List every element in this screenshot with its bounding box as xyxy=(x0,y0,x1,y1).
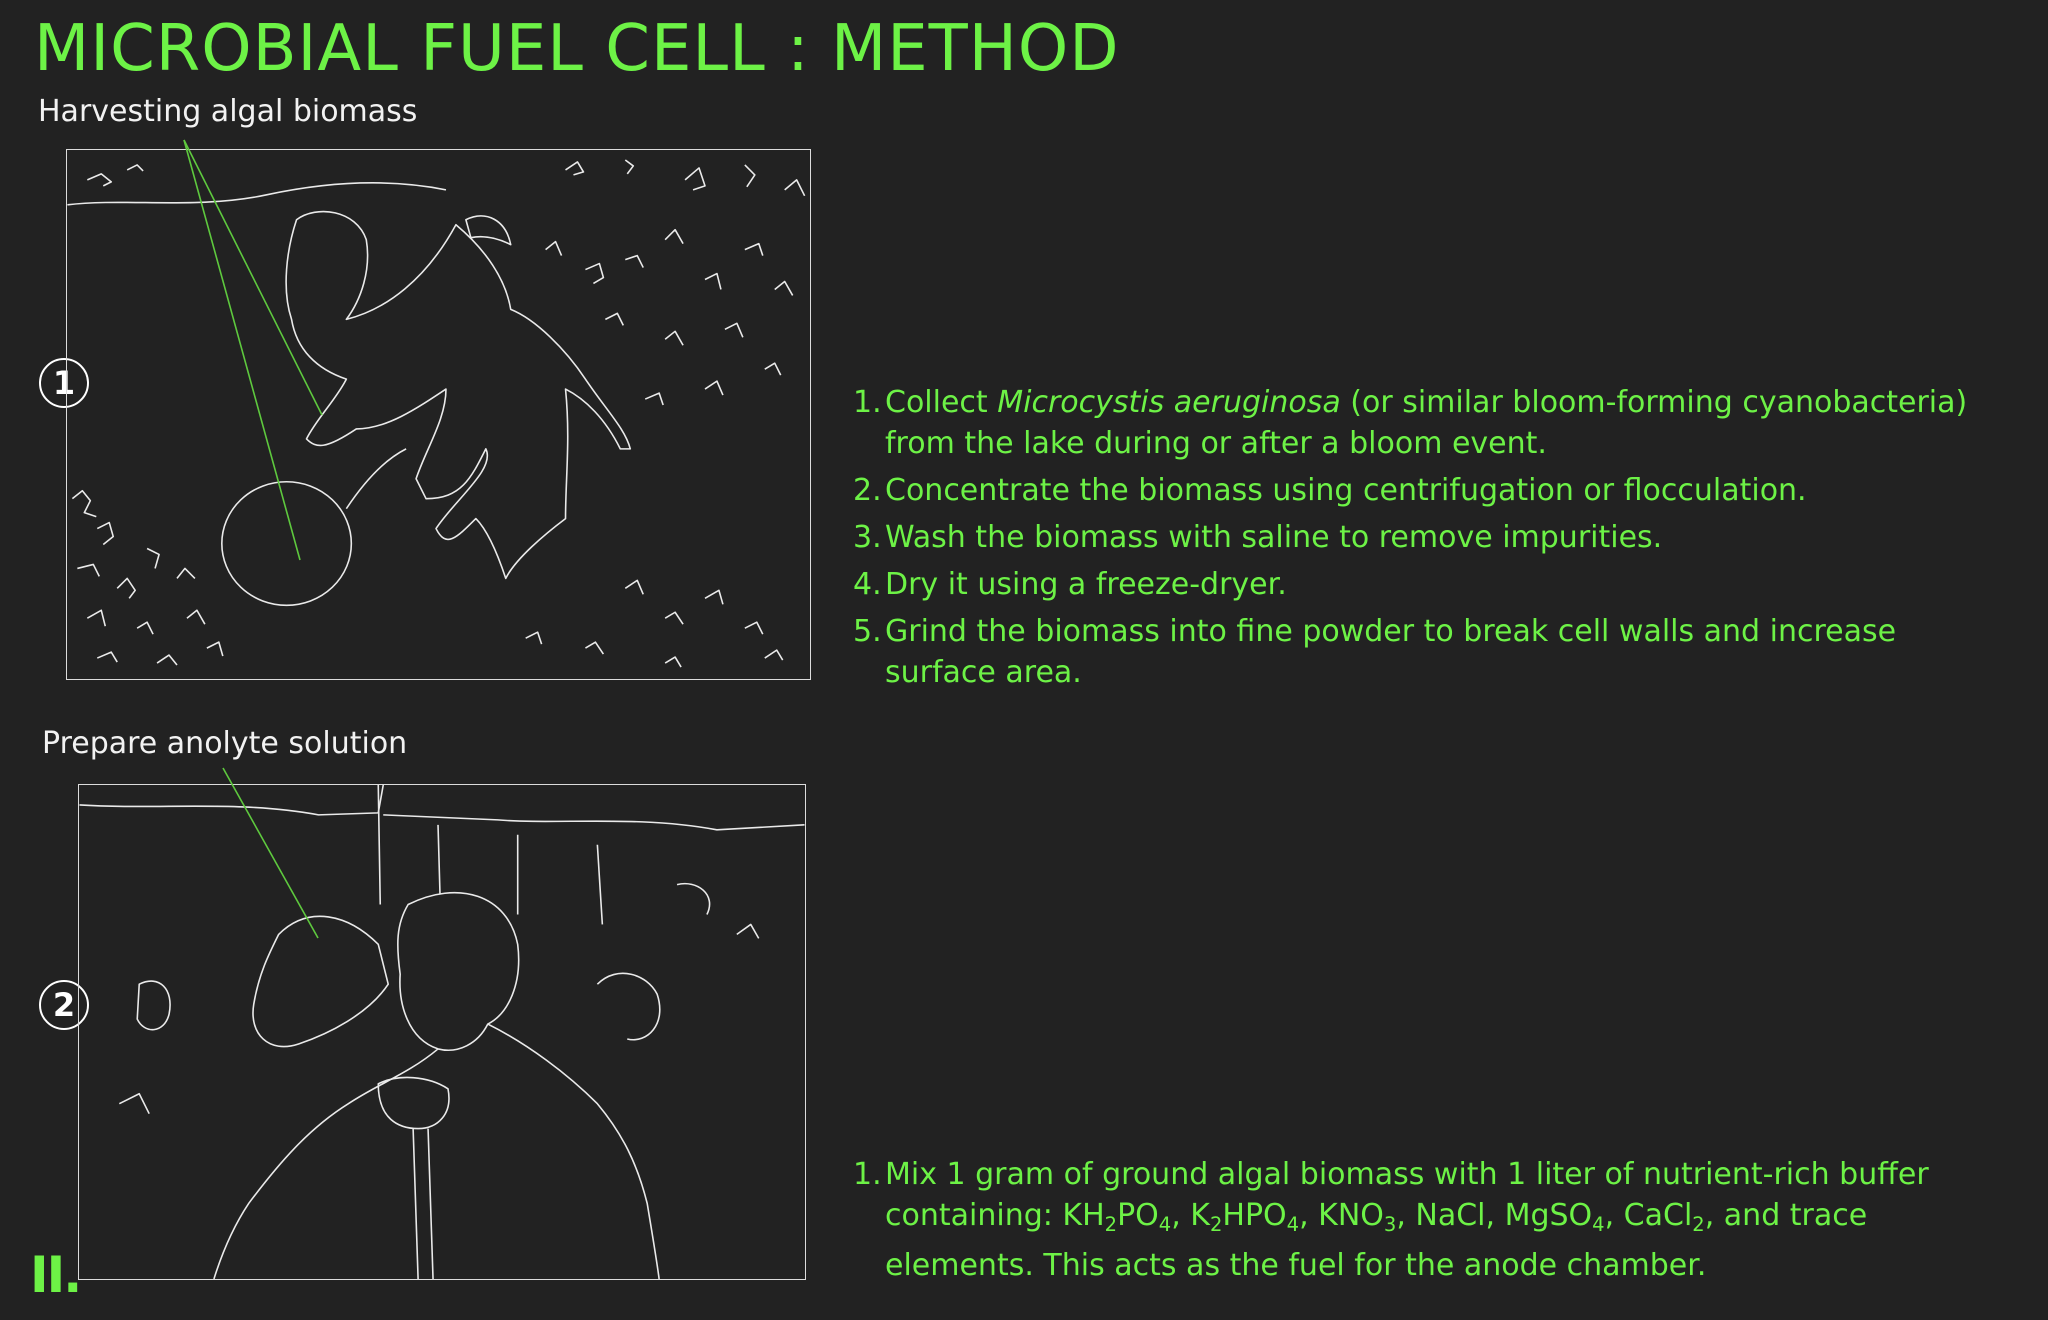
buffer-components: $KH_2PO_4$, $K_2HPO_4$, $KNO_3$, NaCl, MgSO$_4$, CaCl$_2$ xyxy=(1062,1198,1705,1236)
section-2-steps xyxy=(853,1154,2013,1292)
section-1-label: Harvesting algal biomass xyxy=(38,94,418,129)
step-number: 5. xyxy=(853,614,882,649)
chemical-formula: $K_2HPO_4$ xyxy=(1190,1198,1300,1236)
water-texture-left xyxy=(72,491,222,665)
chemical-formula: $KNO_3$ xyxy=(1318,1198,1397,1236)
section-2-step xyxy=(853,1154,2013,1286)
water-texture-bottom xyxy=(526,580,783,667)
tree-scribbles xyxy=(87,160,804,196)
section-1-step xyxy=(853,611,1993,693)
section-2-label: Prepare anolyte solution xyxy=(42,726,408,761)
section-1-step xyxy=(853,564,1993,605)
bucket-outline xyxy=(222,482,352,606)
shoulder-outline xyxy=(214,1049,438,1279)
person-outline xyxy=(286,212,630,579)
water-texture-right xyxy=(546,230,793,405)
background-scribbles xyxy=(119,884,758,1114)
step-text: Grind the biomass into fine powder to break cell walls and increase surface area. xyxy=(885,614,1897,690)
body-outline xyxy=(488,1024,659,1279)
shelf-outline xyxy=(79,785,804,830)
handle-outline xyxy=(346,449,406,509)
section-1-step xyxy=(853,517,1993,558)
step-number: 2. xyxy=(853,473,882,508)
anolyte-line-drawing xyxy=(78,784,806,1280)
chemical-formula: CaCl$_2$ xyxy=(1623,1198,1705,1236)
section-1-steps xyxy=(853,382,1993,699)
shoreline-outline xyxy=(67,183,446,205)
species-name: Microcystis aeruginosa xyxy=(997,385,1341,420)
step-1-marker: 1 xyxy=(39,358,89,408)
step-number: 3. xyxy=(853,520,882,555)
page-title: MICROBIAL FUEL CELL : METHOD xyxy=(34,12,1120,86)
step-text: Mix 1 gram of ground algal biomass with 1 liter of nutrient-rich buffer containing: $KH_2PO_4$, $K_2HPO_4$, $KNO_3$, NaCl, MgSO$_4$, CaCl$_2$, and trace elements. This acts as the fuel for the anode chamber. xyxy=(885,1157,1929,1283)
step-number: 1. xyxy=(853,1157,882,1192)
head-outline xyxy=(398,893,519,1051)
section-1-step xyxy=(853,470,1993,511)
step-text: Collect Microcystis aeruginosa (or similar bloom-forming cyanobacteria) from the lake during or after a bloom event. xyxy=(885,385,1968,461)
step-text: Concentrate the biomass using centrifugation or flocculation. xyxy=(885,473,1807,508)
page-number: II. xyxy=(30,1246,81,1304)
step-number: 4. xyxy=(853,567,882,602)
step-2-marker: 2 xyxy=(39,980,89,1030)
chemical-formula: MgSO$_4$ xyxy=(1504,1198,1605,1236)
chemical-formula: NaCl xyxy=(1415,1198,1486,1233)
chemical-formula: $KH_2PO_4$ xyxy=(1062,1198,1172,1236)
anolyte-illustration xyxy=(79,785,805,1279)
harvesting-line-drawing xyxy=(66,149,811,680)
step-text: Dry it using a freeze-dryer. xyxy=(885,567,1287,602)
harvesting-illustration xyxy=(67,150,810,679)
stir-rod-outline xyxy=(413,1129,433,1279)
hands-outline xyxy=(378,1077,449,1128)
background-object xyxy=(597,973,659,1039)
step-number: 1. xyxy=(853,385,882,420)
bottle-outline xyxy=(253,916,388,1046)
section-1-step xyxy=(853,382,1993,464)
step-text: Wash the biomass with saline to remove impurities. xyxy=(885,520,1663,555)
